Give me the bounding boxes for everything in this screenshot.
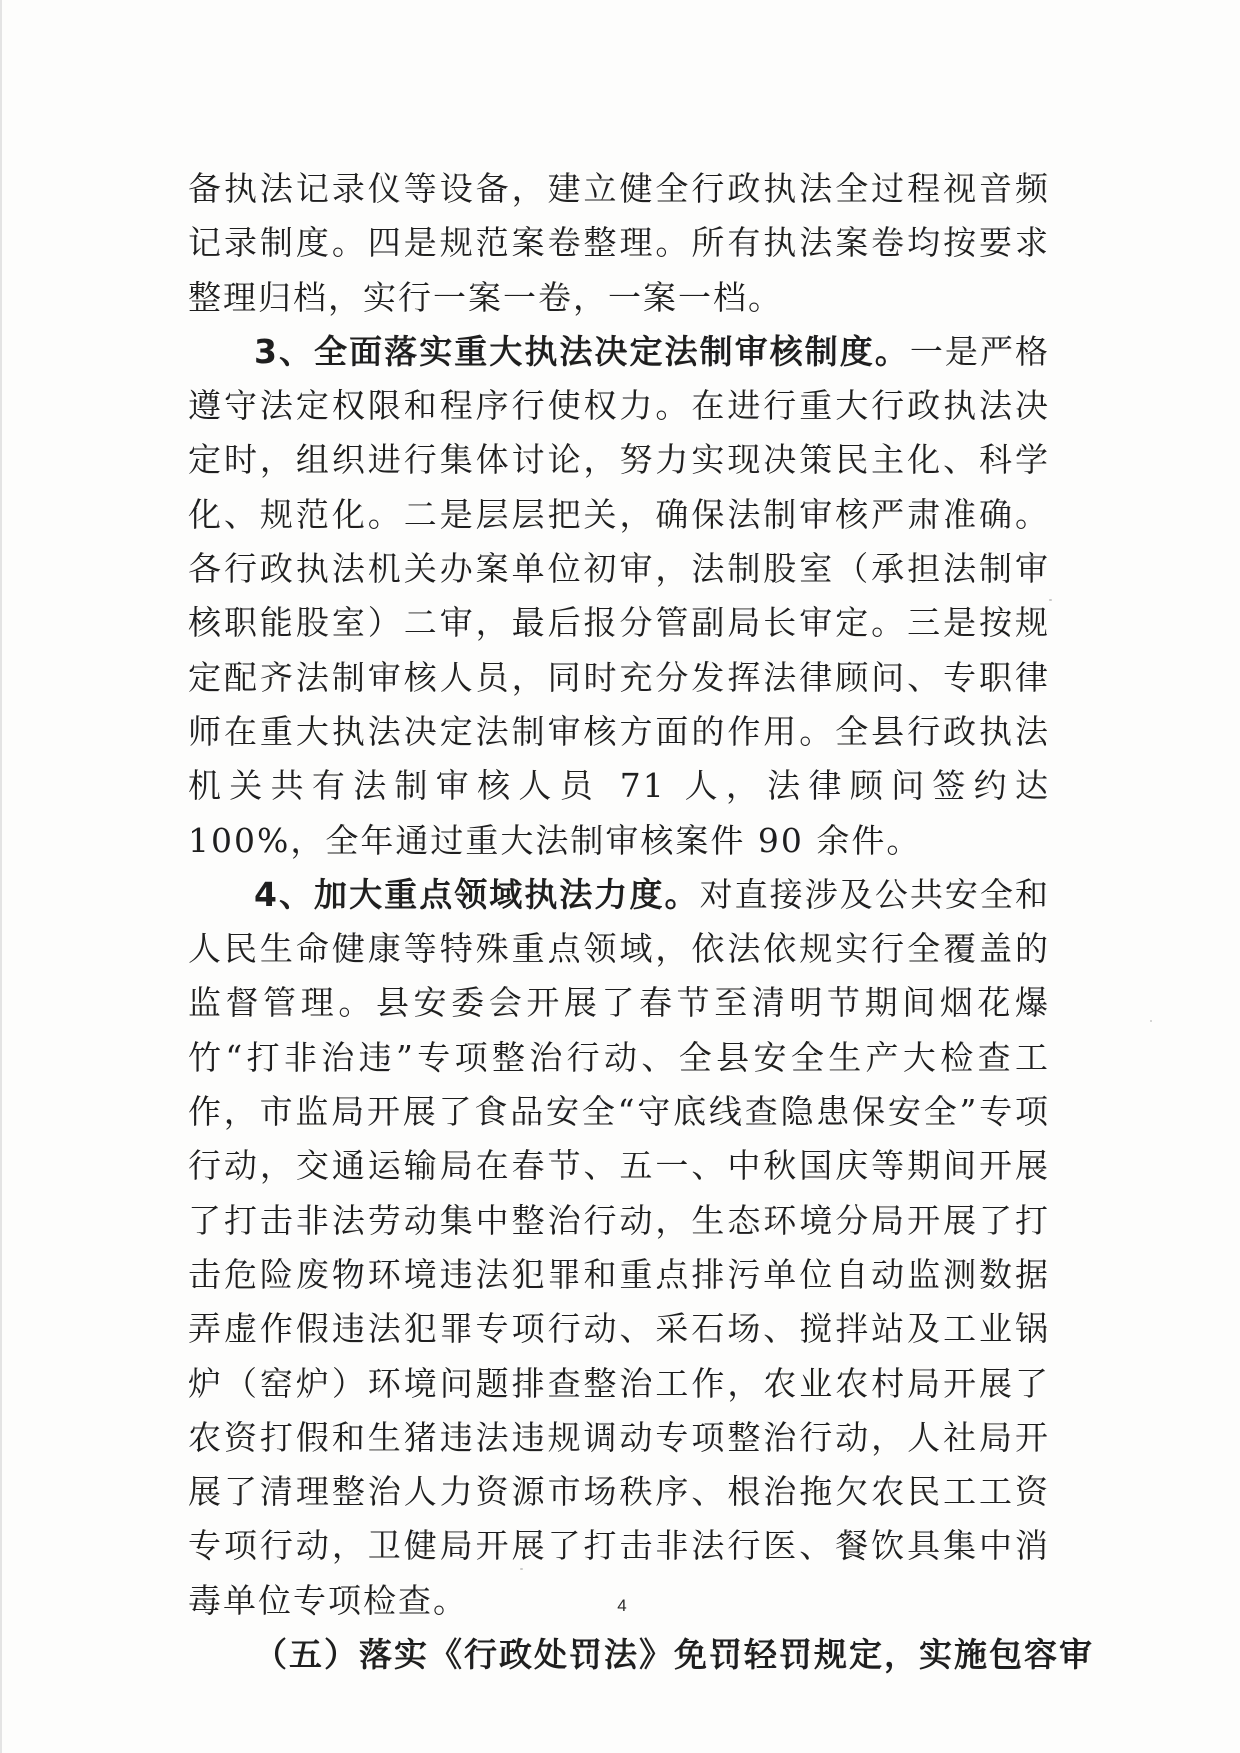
- scan-speck: [1049, 599, 1052, 601]
- scan-speck: [520, 1568, 523, 1570]
- paragraph-lead-heading: 4、加大重点领域执法力度。: [254, 874, 700, 914]
- section-heading: （五）落实《行政处罚法》免罚轻罚规定，实施包容审: [254, 1635, 1094, 1675]
- paragraph-text: 一是严格遵守法定权限和程序行使权力。在进行重大行政执法决定时，组织进行集体讨论，努力实现决策民主化、科学化、规范化。二是层层把关，确保法制审核严肃准确。各行政执法机关办案单位初审，法制股室（承担法制审核职能股室）二审，最后报分管副局长审定。三是按规定配齐法制审核人员，同时充分发挥法律顾问、专职律师在重大执法决定法制审核方面的作用。全县行政执法机关共有法制审核人员 71 人，法律顾问签约达 100%，全年通过重大法制审核案件 90 余件。: [188, 331, 1050, 860]
- paragraph-continuation: [188, 162, 1050, 325]
- page-number: 4: [617, 1596, 627, 1615]
- paragraph-text: 备执法记录仪等设备，建立健全行政执法全过程视音频记录制度。四是规范案卷整理。所有执法案卷均按要求整理归档，实行一案一卷，一案一档。: [188, 169, 1050, 317]
- scan-speck: [1150, 1020, 1152, 1022]
- paragraph-lead-heading: 3、全面落实重大执法决定法制审核制度。: [254, 331, 910, 371]
- paragraph-text: 对直接涉及公共安全和人民生命健康等特殊重点领域，依法依规实行全覆盖的监督管理。县安委会开展了春节至清明节期间烟花爆竹“打非治违”专项整治行动、全县安全生产大检查工作，市监局开展了食品安全“守底线查隐患保安全”专项行动，交通运输局在春节、五一、中秋国庆等期间开展了打击非法劳动集中整治行动，生态环境分局开展了打击危险废物环境违法犯罪和重点排污单位自动监测数据弄虚作假违法犯罪专项行动、采石场、搅拌站及工业锅炉（窑炉）环境问题排查整治工作，农业农村局开展了农资打假和生猪违法违规调动专项整治行动，人社局开展了清理整治人力资源市场秩序、根治拖欠农民工工资专项行动，卫健局开展了打击非法行医、餐饮具集中消毒单位专项检查。: [188, 874, 1050, 1620]
- document-body: [188, 162, 1094, 1682]
- paragraph-legal-review: [188, 325, 1050, 868]
- paragraph-enforcement: [188, 868, 1050, 1628]
